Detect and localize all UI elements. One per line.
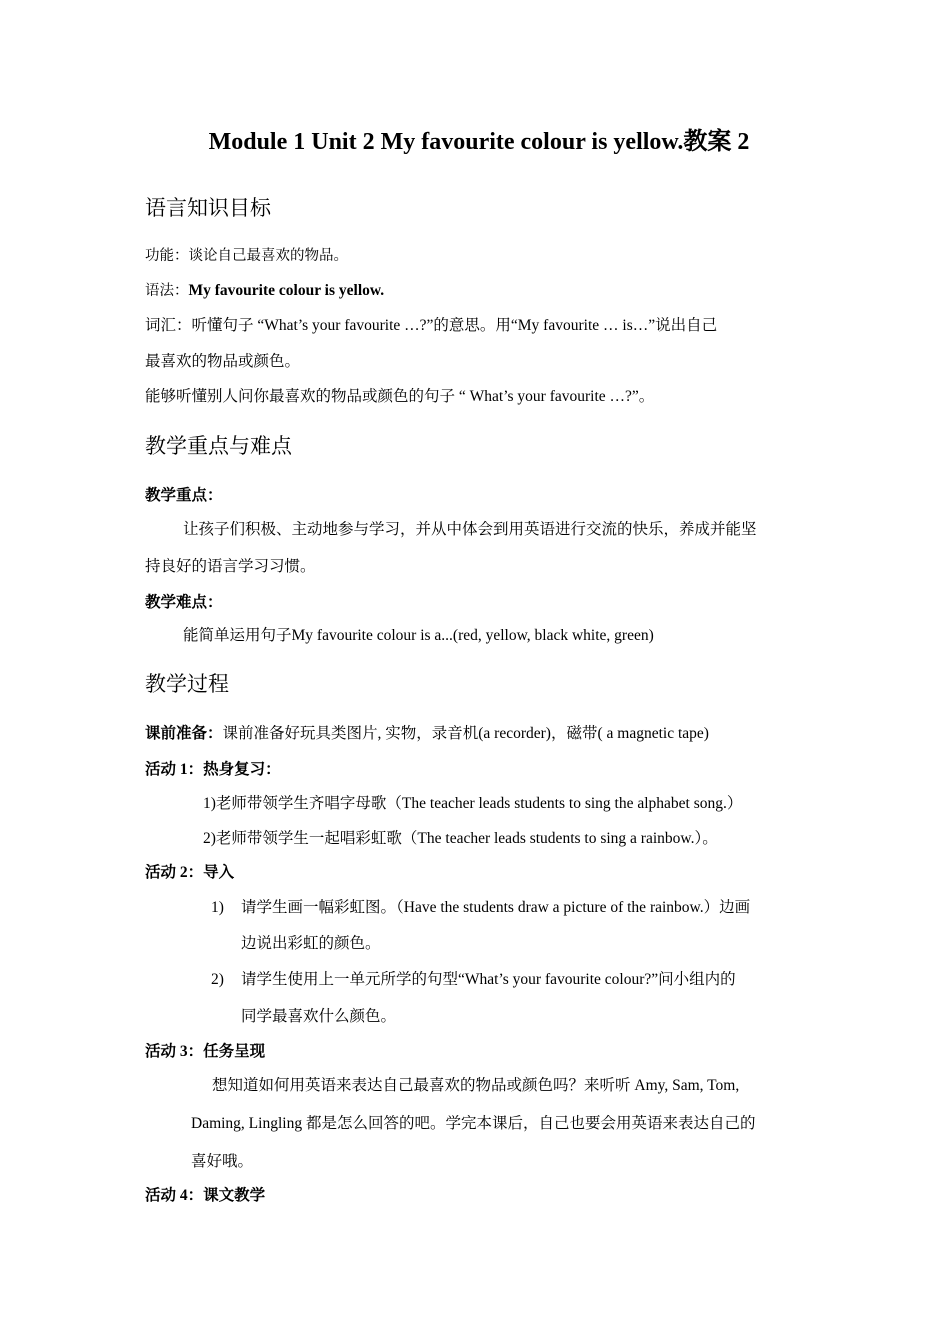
key-points-line-1: 让孩子们积极、主动地参与学习，并从中体会到用英语进行交流的快乐，养成并能坚: [183, 521, 757, 538]
function-label: 功能：: [145, 248, 189, 264]
difficulty-label: 教学难点：: [145, 594, 223, 611]
grammar-line: [145, 280, 384, 302]
activity-1-label: 活动 1：热身复习：: [145, 761, 281, 778]
activity-3-line-2: Daming, Lingling 都是怎么回答的吧。学完本课后，自己也要会用英语来表达自己的: [191, 1115, 756, 1132]
function-text: 谈论自己最喜欢的物品。: [188, 248, 348, 264]
activity-2-item-1-line-1: 请学生画一幅彩虹图。（Have the students draw a picture of the rainbow.）边画: [241, 899, 751, 916]
document-title: Module 1 Unit 2 My favourite colour is yellow.教案 2: [208, 129, 750, 155]
preparation-label: 课前准备：: [145, 725, 223, 742]
vocab-line-2: 最喜欢的物品或颜色。: [145, 353, 301, 370]
difficulty-line: 能简单运用句子My favourite colour is a...(red, yellow, black white, green): [183, 627, 654, 644]
function-line: [145, 245, 348, 267]
preparation-text: 课前准备好玩具类图片, 实物，录音机(a recorder)，磁带( a magnetic tape): [222, 725, 709, 742]
activity-2-item-1-number: 1): [211, 899, 224, 916]
activity-2-item-2-line-1: 请学生使用上一单元所学的句型“What’s your favourite colour?”问小组内的: [241, 971, 736, 988]
key-points-line-2: 持良好的语言学习习惯。: [145, 558, 316, 575]
section-heading-process: 教学过程: [145, 672, 229, 696]
activity-3-line-3: 喜好哦。: [191, 1153, 254, 1170]
activity-3-line-1: 想知道如何用英语来表达自己最喜欢的物品或颜色吗？来听听 Amy, Sam, Tom,: [212, 1077, 740, 1094]
activity-1-item-1: 1)老师带领学生齐唱字母歌（The teacher leads students to sing the alphabet song.）: [203, 795, 743, 812]
activity-3-label: 活动 3：任务呈现: [145, 1043, 266, 1060]
activity-2-item-2-line-2: 同学最喜欢什么颜色。: [241, 1008, 397, 1025]
preparation-line: [145, 723, 709, 745]
grammar-text: My favourite colour is yellow.: [188, 282, 385, 299]
activity-2-label: 活动 2：导入: [145, 864, 235, 881]
key-points-label: 教学重点：: [145, 487, 223, 504]
ability-line: 能够听懂别人问你最喜欢的物品或颜色的句子 “ What’s your favourite …?”。: [145, 388, 655, 405]
activity-2-item-1-line-2: 边说出彩虹的颜色。: [241, 935, 381, 952]
activity-2-item-2-number: 2): [211, 971, 224, 988]
section-heading-key-points: 教学重点与难点: [145, 434, 292, 458]
vocab-line-1: 词汇：听懂句子 “What’s your favourite …?”的意思。用“My favourite … is…”说出自己: [145, 317, 718, 334]
activity-1-item-2: 2)老师带领学生一起唱彩虹歌（The teacher leads students to sing a rainbow.）。: [203, 830, 718, 847]
grammar-label: 语法：: [145, 283, 189, 299]
activity-4-label: 活动 4：课文教学: [145, 1187, 266, 1204]
section-heading-language-goals: 语言知识目标: [145, 196, 271, 220]
